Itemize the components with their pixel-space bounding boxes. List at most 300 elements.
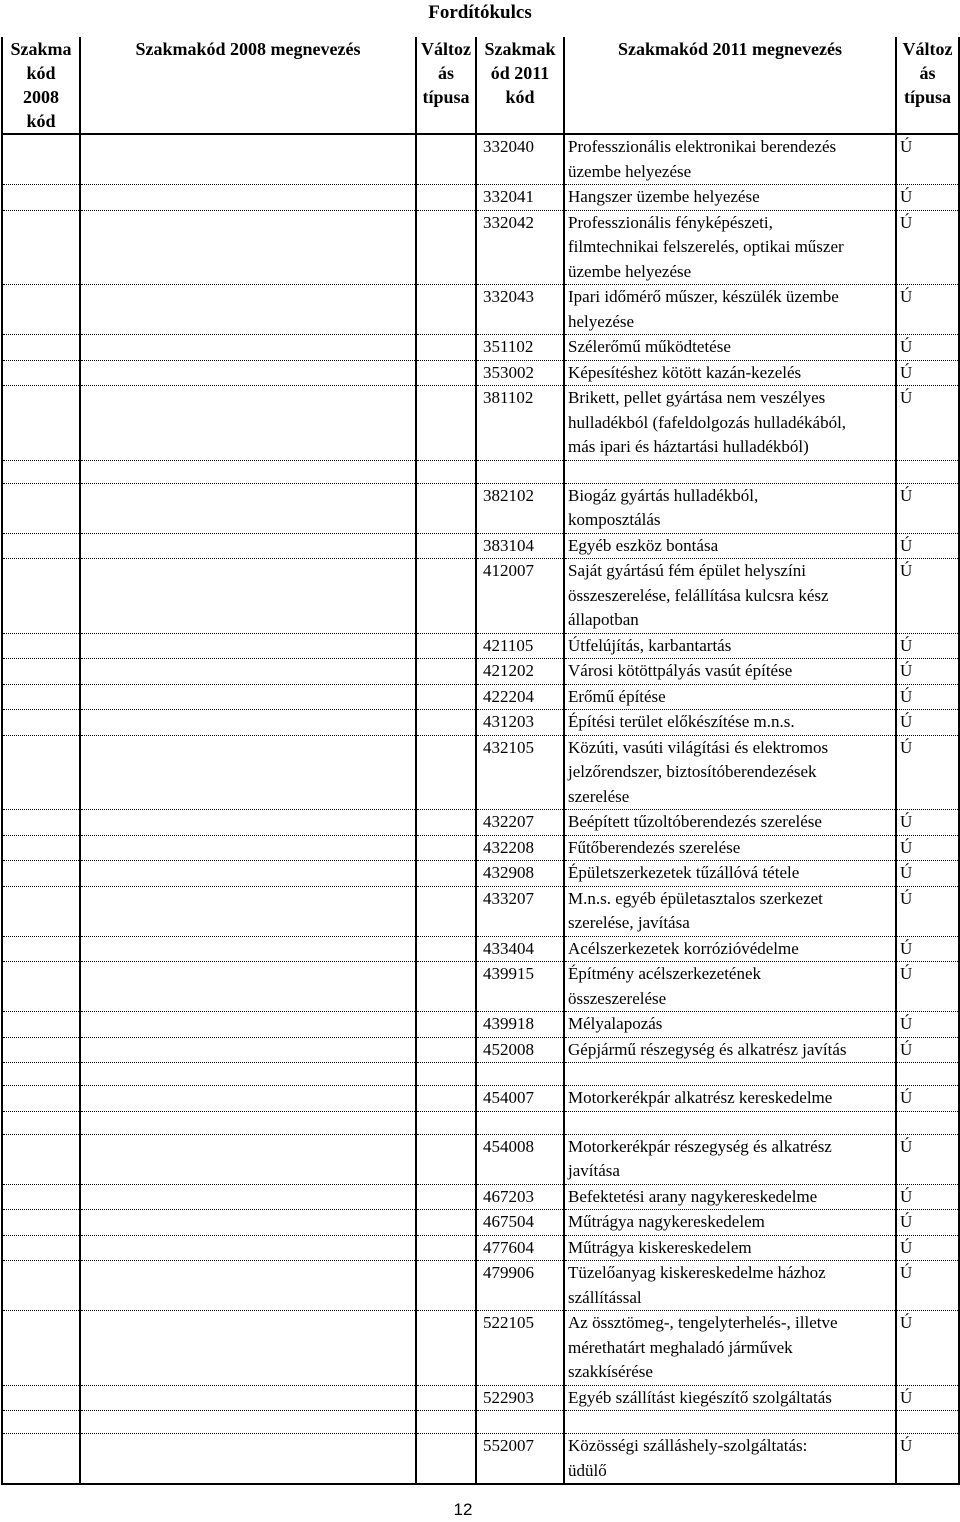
name-line: Professzionális elektronikai berendezés: [568, 137, 837, 156]
name-line: Műtrágya nagykereskedelem: [568, 1212, 765, 1231]
cell-code-2008: [2, 835, 80, 861]
name-line: javítása: [568, 1161, 620, 1180]
cell-name-2008: [80, 1210, 416, 1236]
spacer-cell: [896, 460, 959, 483]
cell-code-2008: [2, 1086, 80, 1112]
cell-code-2011: 433404: [476, 936, 564, 962]
cell-code-2008: [2, 335, 80, 361]
cell-change-type-2011: Ú: [896, 386, 959, 461]
cell-name-2008: [80, 659, 416, 685]
cell-code-2011: 381102: [476, 386, 564, 461]
table-row: [2, 1261, 959, 1311]
name-line: szerelése: [568, 786, 630, 806]
spacer-cell: [896, 1411, 959, 1434]
cell-change-type-2011: Ú: [896, 936, 959, 962]
cell-change-type-2011: Ú: [896, 710, 959, 736]
table-row: [2, 633, 959, 659]
cell-type-2008: [416, 835, 476, 861]
table-row: [2, 710, 959, 736]
cell-type-2008: [416, 1012, 476, 1038]
cell-code-2008: [2, 1385, 80, 1411]
cell-code-2008: [2, 735, 80, 810]
cell-code-2011: 452008: [476, 1037, 564, 1063]
cell-name-2011: [564, 1037, 896, 1063]
cell-change-type-2011: Ú: [896, 360, 959, 386]
spacer-cell: [80, 1063, 416, 1086]
name-line: Építési terület előkészítése m.n.s.: [568, 712, 795, 731]
cell-code-2011: 552007: [476, 1434, 564, 1485]
name-line: Motorkerékpár részegység és alkatrész: [568, 1136, 832, 1156]
cell-change-type-2011: Ú: [896, 835, 959, 861]
name-line: helyezése: [568, 311, 635, 331]
cell-code-2008: [2, 936, 80, 962]
name-line: Acélszerkezetek korrózióvédelme: [568, 938, 799, 958]
cell-change-type-2011: Ú: [896, 810, 959, 836]
spacer-cell: [416, 1111, 476, 1134]
name-line: Ipari időmérő műszer, készülék üzembe: [568, 287, 839, 306]
header-szakmakod-2008: Szakma kód 2008 kód: [2, 37, 80, 134]
header-valtozas-tipusa-2008: Változ ás típusa: [416, 37, 476, 134]
cell-name-2011: [564, 936, 896, 962]
name-line: hulladékból (fafeldolgozás hulladékából,: [568, 412, 847, 432]
cell-type-2008: [416, 559, 476, 634]
cell-type-2008: [416, 210, 476, 285]
cell-change-type-2011: Ú: [896, 962, 959, 1012]
cell-name-2008: [80, 533, 416, 559]
cell-name-2011: [564, 533, 896, 559]
cell-code-2011: 332040: [476, 134, 564, 185]
cell-name-2008: [80, 684, 416, 710]
table-row: [2, 1134, 959, 1184]
table-row: [2, 559, 959, 634]
table-row: [2, 483, 959, 533]
cell-type-2008: [416, 1210, 476, 1236]
cell-code-2008: [2, 1037, 80, 1063]
cell-code-2008: [2, 386, 80, 461]
cell-type-2008: [416, 861, 476, 887]
name-line: Útfelújítás, karbantartás: [568, 635, 732, 655]
name-line: M.n.s. egyéb épületasztalos szerkezet: [568, 888, 823, 908]
spacer-cell: [2, 1111, 80, 1134]
cell-name-2011: [564, 1134, 896, 1184]
name-line: Befektetési arany nagykereskedelme: [568, 1186, 818, 1206]
table-row: [2, 1385, 959, 1411]
cell-type-2008: [416, 1385, 476, 1411]
spacer-cell: [564, 1111, 896, 1134]
cell-code-2008: [2, 633, 80, 659]
name-line: Egyéb eszköz bontása: [568, 535, 719, 555]
cell-type-2008: [416, 185, 476, 211]
cell-type-2008: [416, 335, 476, 361]
cell-change-type-2011: Ú: [896, 1235, 959, 1261]
cell-name-2011: [564, 710, 896, 736]
cell-name-2011: [564, 285, 896, 335]
cell-type-2008: [416, 533, 476, 559]
name-line: Városi kötöttpályás vasút építése: [568, 661, 793, 680]
name-line: Tüzelőanyag kiskereskedelme házhoz: [568, 1263, 826, 1282]
spacer-cell: [564, 460, 896, 483]
cell-code-2011: 477604: [476, 1235, 564, 1261]
cell-name-2008: [80, 285, 416, 335]
cell-name-2008: [80, 1311, 416, 1386]
name-line: Épületszerkezetek tűzállóvá tétele: [568, 863, 800, 882]
name-line: Professzionális fényképészeti,: [568, 212, 773, 232]
spacer-cell: [416, 460, 476, 483]
cell-code-2011: 422204: [476, 684, 564, 710]
cell-code-2008: [2, 1261, 80, 1311]
cell-change-type-2011: Ú: [896, 684, 959, 710]
table-row: [2, 533, 959, 559]
cell-name-2008: [80, 1434, 416, 1485]
name-line: Képesítéshez kötött kazán-kezelés: [568, 362, 802, 382]
cell-code-2011: 433207: [476, 886, 564, 936]
cell-code-2008: [2, 1210, 80, 1236]
cell-name-2011: [564, 962, 896, 1012]
cell-code-2011: 454007: [476, 1086, 564, 1112]
cell-name-2011: [564, 1086, 896, 1112]
table-row: [2, 835, 959, 861]
cell-change-type-2011: Ú: [896, 633, 959, 659]
cell-name-2008: [80, 483, 416, 533]
name-line: Gépjármű részegység és alkatrész javítás: [568, 1039, 847, 1059]
table-row: [2, 1086, 959, 1112]
spacer-cell: [564, 1411, 896, 1434]
name-line: filmtechnikai felszerelés, optikai műszer: [568, 237, 844, 256]
cell-code-2008: [2, 1134, 80, 1184]
cell-change-type-2011: Ú: [896, 886, 959, 936]
cell-name-2008: [80, 1261, 416, 1311]
cell-code-2011: 421105: [476, 633, 564, 659]
table-row: [2, 210, 959, 285]
spacer-cell: [80, 1411, 416, 1434]
name-line: szakkísérése: [568, 1362, 653, 1381]
cell-code-2011: 432207: [476, 810, 564, 836]
cell-name-2011: [564, 1184, 896, 1210]
cell-name-2008: [80, 210, 416, 285]
cell-change-type-2011: Ú: [896, 1134, 959, 1184]
spacer-cell: [416, 1411, 476, 1434]
cell-type-2008: [416, 810, 476, 836]
cell-code-2011: 439918: [476, 1012, 564, 1038]
cell-name-2011: [564, 386, 896, 461]
cell-code-2011: 332041: [476, 185, 564, 211]
cell-name-2011: [564, 735, 896, 810]
cell-code-2008: [2, 285, 80, 335]
cell-type-2008: [416, 1184, 476, 1210]
cell-code-2011: 332042: [476, 210, 564, 285]
name-line: Biogáz gyártás hulladékból,: [568, 485, 759, 505]
table-row: [2, 1235, 959, 1261]
cell-name-2008: [80, 1012, 416, 1038]
name-line: szerelése, javítása: [568, 913, 690, 932]
cell-code-2011: 479906: [476, 1261, 564, 1311]
spacer-cell: [80, 1111, 416, 1134]
cell-type-2008: [416, 684, 476, 710]
table-row: [2, 861, 959, 887]
cell-type-2008: [416, 936, 476, 962]
cell-name-2008: [80, 835, 416, 861]
name-line: Közúti, vasúti világítási és elektromos: [568, 737, 829, 757]
cell-code-2008: [2, 1012, 80, 1038]
cell-code-2008: [2, 1311, 80, 1386]
cell-code-2011: 332043: [476, 285, 564, 335]
cell-change-type-2011: Ú: [896, 861, 959, 887]
spacer-cell: [416, 1063, 476, 1086]
table-row: [2, 1184, 959, 1210]
cell-code-2008: [2, 962, 80, 1012]
spacer-cell: [476, 1063, 564, 1086]
cell-change-type-2011: Ú: [896, 1184, 959, 1210]
spacer-cell: [896, 1063, 959, 1086]
cell-code-2011: 522105: [476, 1311, 564, 1386]
cell-change-type-2011: Ú: [896, 559, 959, 634]
table-row: [2, 962, 959, 1012]
cell-change-type-2011: Ú: [896, 1385, 959, 1411]
header-megnevezes-2011: Szakmakód 2011 megnevezés: [564, 37, 896, 134]
cell-name-2011: [564, 1261, 896, 1311]
name-line: Mélyalapozás: [568, 1014, 663, 1033]
cell-change-type-2011: Ú: [896, 1261, 959, 1311]
name-line: Szélerőmű működtetése: [568, 337, 731, 356]
cell-change-type-2011: Ú: [896, 659, 959, 685]
cell-code-2008: [2, 861, 80, 887]
cell-name-2008: [80, 1184, 416, 1210]
cell-name-2008: [80, 559, 416, 634]
table-row: [2, 134, 959, 185]
cell-code-2008: [2, 1184, 80, 1210]
cell-code-2011: 382102: [476, 483, 564, 533]
cell-code-2011: 467504: [476, 1210, 564, 1236]
cell-type-2008: [416, 134, 476, 185]
spacer-cell: [476, 1411, 564, 1434]
cell-code-2011: 439915: [476, 962, 564, 1012]
cell-change-type-2011: Ú: [896, 1086, 959, 1112]
spacer-cell: [2, 1063, 80, 1086]
name-line: Az össztömeg-, tengelyterhelés-, illetve: [568, 1313, 838, 1332]
name-line: állapotban: [568, 610, 639, 629]
cell-code-2011: 522903: [476, 1385, 564, 1411]
page-title: Fordítókulcs: [428, 2, 532, 23]
cell-type-2008: [416, 962, 476, 1012]
table-row: [2, 285, 959, 335]
cell-code-2008: [2, 185, 80, 211]
cell-type-2008: [416, 1434, 476, 1485]
cell-name-2011: [564, 684, 896, 710]
name-line: összeszerelése, felállítása kulcsra kész: [568, 585, 829, 605]
cell-type-2008: [416, 1261, 476, 1311]
cell-name-2008: [80, 185, 416, 211]
cell-code-2008: [2, 684, 80, 710]
cell-name-2011: [564, 1434, 896, 1485]
page-number: 12: [453, 1500, 473, 1519]
cell-name-2011: [564, 810, 896, 836]
cell-name-2011: [564, 1311, 896, 1386]
name-line: Fűtőberendezés szerelése: [568, 837, 741, 857]
cell-type-2008: [416, 360, 476, 386]
cell-change-type-2011: Ú: [896, 735, 959, 810]
name-line: Építmény acélszerkezetének: [568, 964, 762, 983]
cell-name-2011: [564, 1385, 896, 1411]
cell-change-type-2011: Ú: [896, 134, 959, 185]
cell-name-2011: [564, 886, 896, 936]
cell-name-2011: [564, 360, 896, 386]
table-header-row: [2, 37, 959, 134]
table-row: [2, 1012, 959, 1038]
cell-type-2008: [416, 633, 476, 659]
table-row: [2, 1434, 959, 1485]
name-line: Műtrágya kiskereskedelem: [568, 1237, 752, 1257]
spacer-cell: [896, 1111, 959, 1134]
spacer-cell: [80, 460, 416, 483]
cell-code-2008: [2, 210, 80, 285]
cell-code-2011: 353002: [476, 360, 564, 386]
cell-name-2008: [80, 710, 416, 736]
cell-name-2011: [564, 1210, 896, 1236]
cell-code-2011: 432208: [476, 835, 564, 861]
cell-code-2008: [2, 134, 80, 185]
table-row: [2, 659, 959, 685]
table-row: [2, 1037, 959, 1063]
cell-code-2008: [2, 810, 80, 836]
cell-name-2008: [80, 1086, 416, 1112]
cell-type-2008: [416, 710, 476, 736]
cell-change-type-2011: Ú: [896, 185, 959, 211]
name-line: üzembe helyezése: [568, 261, 692, 281]
cell-code-2008: [2, 886, 80, 936]
name-line: Egyéb szállítást kiegészítő szolgáltatás: [568, 1387, 832, 1407]
spacer-row: [2, 1111, 959, 1134]
cell-code-2008: [2, 360, 80, 386]
cell-name-2011: [564, 210, 896, 285]
cell-type-2008: [416, 1311, 476, 1386]
cell-change-type-2011: Ú: [896, 210, 959, 285]
cell-name-2011: [564, 335, 896, 361]
name-line: jelzőrendszer, biztosítóberendezések: [568, 762, 817, 781]
cell-code-2011: 431203: [476, 710, 564, 736]
cell-type-2008: [416, 886, 476, 936]
cell-name-2008: [80, 1037, 416, 1063]
cell-type-2008: [416, 1134, 476, 1184]
cell-code-2008: [2, 1434, 80, 1485]
name-line: Motorkerékpár alkatrész kereskedelme: [568, 1088, 833, 1107]
cell-change-type-2011: Ú: [896, 1434, 959, 1485]
cell-change-type-2011: Ú: [896, 483, 959, 533]
cell-code-2011: 454008: [476, 1134, 564, 1184]
spacer-cell: [564, 1063, 896, 1086]
table-body: [2, 134, 959, 1484]
spacer-row: [2, 1411, 959, 1434]
cell-name-2011: [564, 559, 896, 634]
cell-type-2008: [416, 386, 476, 461]
translation-key-table: [1, 37, 960, 1485]
cell-name-2008: [80, 886, 416, 936]
cell-code-2011: 421202: [476, 659, 564, 685]
cell-name-2008: [80, 1134, 416, 1184]
cell-type-2008: [416, 285, 476, 335]
cell-code-2011: 383104: [476, 533, 564, 559]
cell-name-2008: [80, 386, 416, 461]
name-line: üzembe helyezése: [568, 161, 692, 181]
cell-name-2008: [80, 1235, 416, 1261]
cell-code-2011: 351102: [476, 335, 564, 361]
spacer-cell: [476, 1111, 564, 1134]
table-row: [2, 684, 959, 710]
table-row: [2, 1210, 959, 1236]
cell-name-2011: [564, 1012, 896, 1038]
cell-name-2008: [80, 936, 416, 962]
header-szakmakod-2011: Szakmak ód 2011 kód: [476, 37, 564, 134]
cell-code-2011: 432908: [476, 861, 564, 887]
table-row: [2, 886, 959, 936]
cell-name-2008: [80, 962, 416, 1012]
cell-type-2008: [416, 483, 476, 533]
cell-type-2008: [416, 659, 476, 685]
cell-change-type-2011: Ú: [896, 1210, 959, 1236]
cell-name-2011: [564, 861, 896, 887]
cell-name-2008: [80, 134, 416, 185]
cell-name-2008: [80, 360, 416, 386]
name-line: Közösségi szálláshely-szolgáltatás:: [568, 1436, 808, 1455]
cell-name-2008: [80, 810, 416, 836]
cell-code-2011: 412007: [476, 559, 564, 634]
spacer-cell: [2, 1411, 80, 1434]
cell-type-2008: [416, 1235, 476, 1261]
cell-code-2011: 467203: [476, 1184, 564, 1210]
cell-name-2011: [564, 134, 896, 185]
cell-name-2008: [80, 861, 416, 887]
cell-type-2008: [416, 1086, 476, 1112]
header-megnevezes-2008: Szakmakód 2008 megnevezés: [80, 37, 416, 134]
name-line: Hangszer üzembe helyezése: [568, 187, 760, 206]
spacer-cell: [476, 460, 564, 483]
cell-name-2011: [564, 835, 896, 861]
name-line: szállítással: [568, 1287, 642, 1307]
table-row: [2, 810, 959, 836]
spacer-row: [2, 1063, 959, 1086]
table-row: [2, 1311, 959, 1386]
cell-name-2011: [564, 633, 896, 659]
name-line: Saját gyártású fém épület helyszíni: [568, 561, 806, 580]
cell-change-type-2011: Ú: [896, 285, 959, 335]
name-line: összeszerelése: [568, 988, 667, 1008]
cell-name-2011: [564, 1235, 896, 1261]
cell-change-type-2011: Ú: [896, 1037, 959, 1063]
cell-name-2008: [80, 633, 416, 659]
table-row: [2, 335, 959, 361]
name-line: Brikett, pellet gyártása nem veszélyes: [568, 388, 826, 407]
cell-name-2011: [564, 659, 896, 685]
name-line: más ipari és háztartási hulladékból): [568, 437, 809, 456]
cell-name-2008: [80, 335, 416, 361]
header-valtozas-tipusa-2011: Változ ás típusa: [896, 37, 959, 134]
cell-code-2008: [2, 710, 80, 736]
cell-name-2011: [564, 483, 896, 533]
spacer-row: [2, 460, 959, 483]
name-line: üdülő: [568, 1460, 607, 1480]
cell-code-2011: 432105: [476, 735, 564, 810]
table-row: [2, 360, 959, 386]
cell-name-2008: [80, 735, 416, 810]
name-line: komposztálás: [568, 510, 661, 529]
table-row: [2, 386, 959, 461]
name-line: Erőmű építése: [568, 686, 666, 706]
cell-change-type-2011: Ú: [896, 533, 959, 559]
table-row: [2, 936, 959, 962]
name-line: mérethatárt meghaladó járművek: [568, 1337, 793, 1357]
cell-code-2008: [2, 659, 80, 685]
cell-name-2008: [80, 1385, 416, 1411]
cell-code-2008: [2, 483, 80, 533]
